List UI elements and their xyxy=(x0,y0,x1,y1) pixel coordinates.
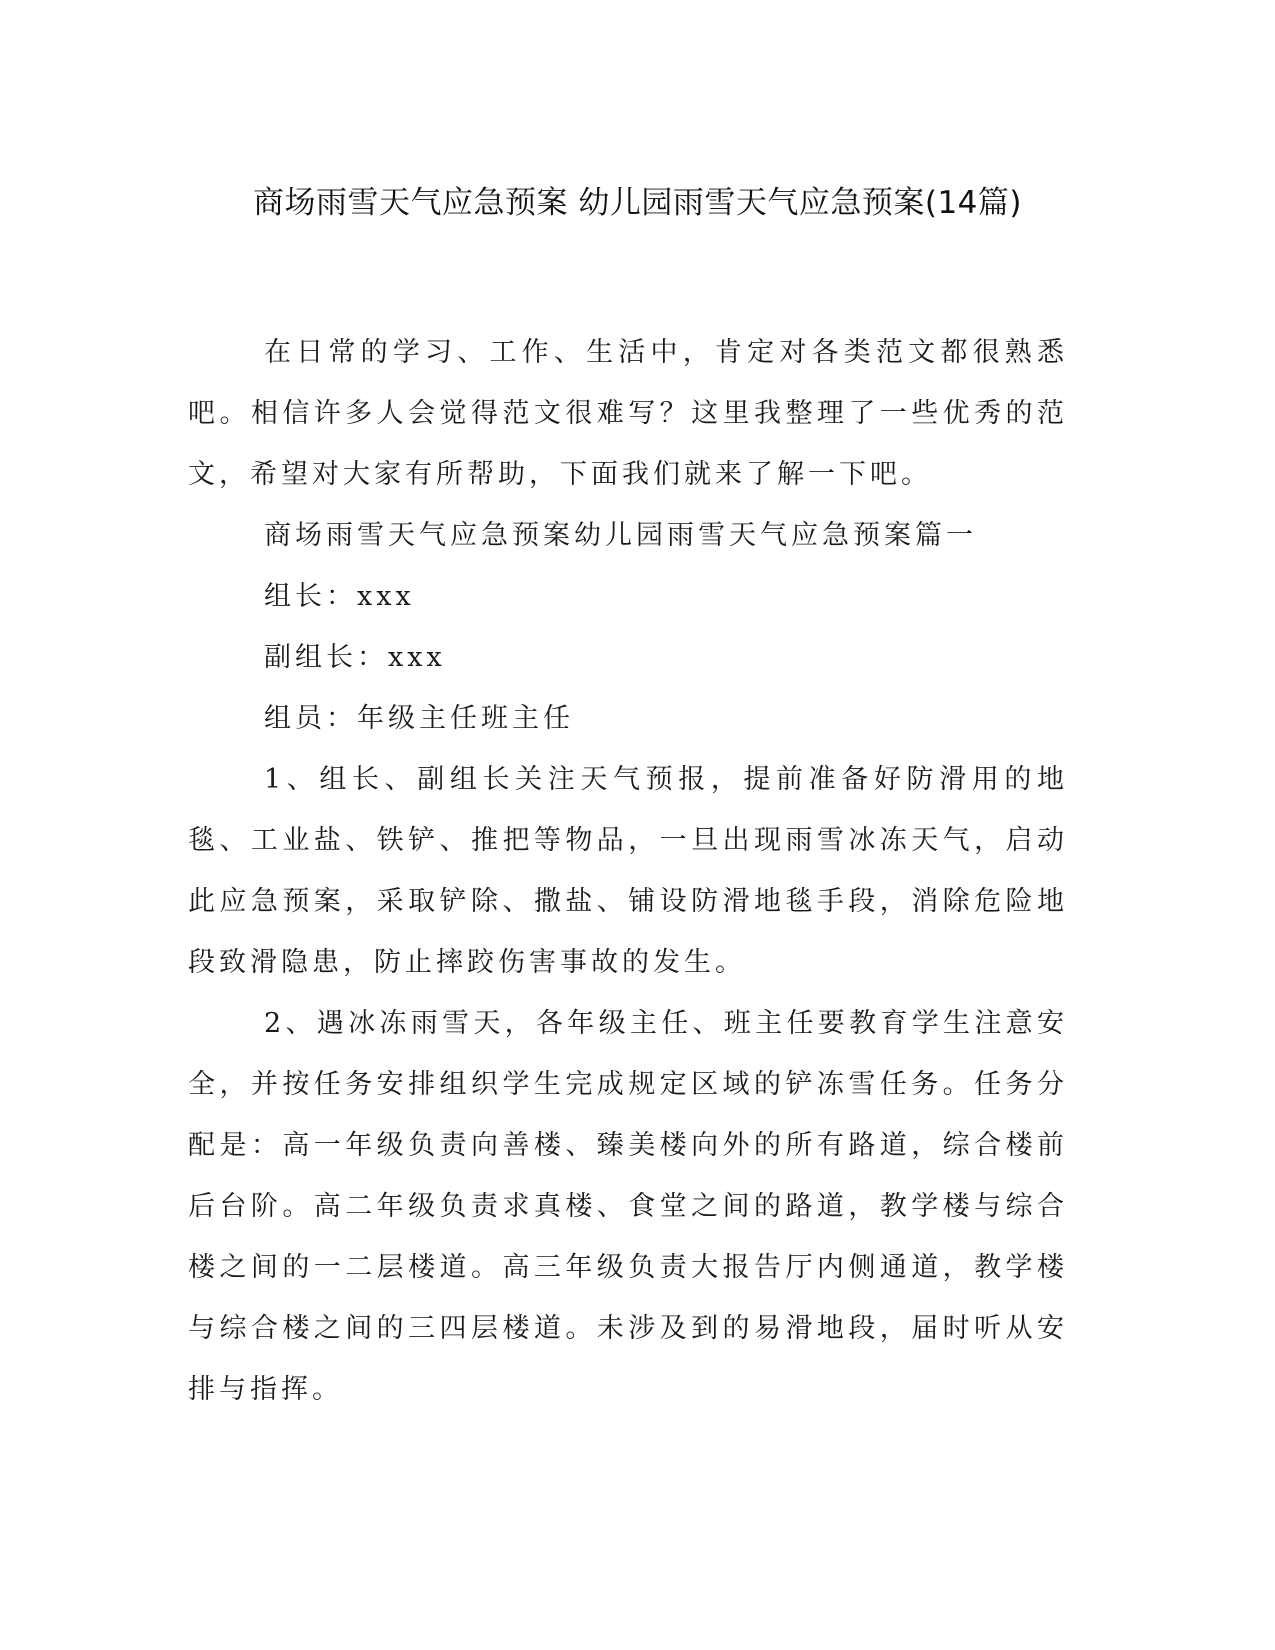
document-body xyxy=(188,322,1068,1420)
document-title: 商场雨雪天气应急预案 幼儿园雨雪天气应急预案(14篇) xyxy=(253,185,1022,221)
deputy-leader-line: 副组长：xxx xyxy=(264,642,446,673)
section-heading: 商场雨雪天气应急预案幼儿园雨雪天气应急预案篇一 xyxy=(264,520,977,551)
members-line: 组员：年级主任班主任 xyxy=(264,703,574,734)
item-2-paragraph: 2、遇冰冻雨雪天，各年级主任、班主任要教育学生注意安全，并按任务安排组织学生完成规定区域的铲冻雪任务。任务分配是：高一年级负责向善楼、臻美楼向外的所有路道，综合楼前后台阶。高二年级负责求真楼、食堂之间的路道，教学楼与综合楼之间的一二层楼道。高三年级负责大报告厅内侧通道，教学楼与综合楼之间的三四层楼道。未涉及到的易滑地段，届时听从安排与指挥。 xyxy=(188,1008,1068,1405)
item-1-paragraph: 1、组长、副组长关注天气预报，提前准备好防滑用的地毯、工业盐、铁铲、推把等物品，一旦出现雨雪冰冻天气，启动此应急预案，采取铲除、撒盐、铺设防滑地毯手段，消除危险地段致滑隐患，防止摔跤伤害事故的发生。 xyxy=(188,764,1068,978)
group-leader-line: 组长：xxx xyxy=(264,581,415,612)
intro-paragraph: 在日常的学习、工作、生活中，肯定对各类范文都很熟悉吧。相信许多人会觉得范文很难写？这里我整理了一些优秀的范文，希望对大家有所帮助，下面我们就来了解一下吧。 xyxy=(188,337,1068,490)
